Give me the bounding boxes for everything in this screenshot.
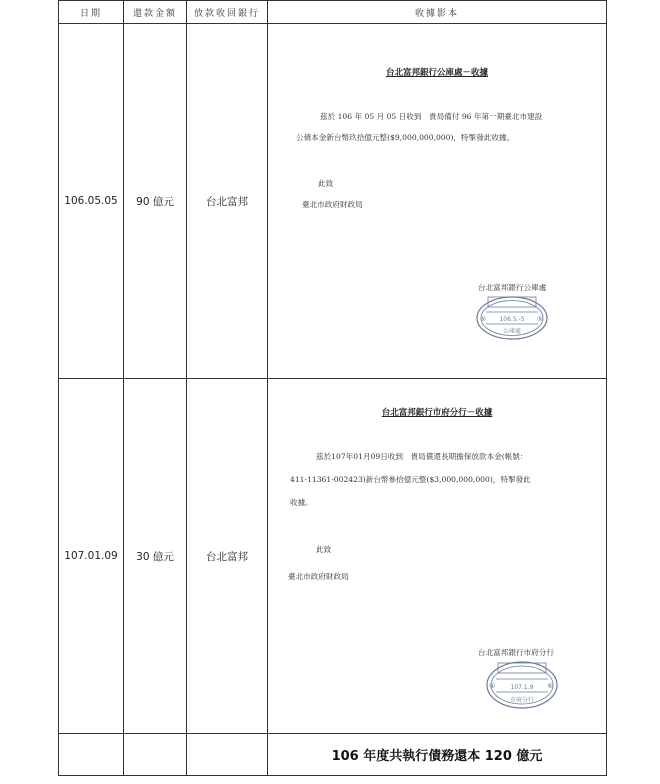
empty-cell bbox=[187, 734, 268, 776]
date-cell: 107.01.09 bbox=[59, 379, 124, 734]
amount-cell: 90 億元 bbox=[124, 24, 187, 379]
receipt-body-line: 茲於 106 年 05 月 05 日收到 貴局備付 96 年第一期臺北市建設 bbox=[320, 112, 543, 121]
receipt-body-line: 411-11361-002423)新台幣參拾億元整($3,000,000,000)，特掣發此 bbox=[290, 475, 531, 484]
receipt-recipient: 臺北市政府財政局 bbox=[288, 572, 349, 581]
repayment-table bbox=[58, 0, 607, 776]
svg-text:公庫處: 公庫處 bbox=[502, 328, 522, 335]
receipt-salutation: 此致 bbox=[316, 545, 332, 554]
total-row bbox=[59, 734, 607, 776]
header-row bbox=[59, 1, 607, 24]
receipt-image bbox=[268, 379, 607, 734]
amount-cell: 30 億元 bbox=[124, 379, 187, 734]
empty-cell bbox=[59, 734, 124, 776]
total-summary: 106 年度共執行債務還本 120 億元 bbox=[268, 734, 607, 776]
table-row bbox=[59, 24, 607, 379]
receipt-image bbox=[268, 24, 607, 379]
receipt-salutation: 此致 bbox=[318, 179, 334, 188]
header-receipt: 收據影本 bbox=[268, 1, 607, 24]
table-row bbox=[59, 379, 607, 734]
receipt-title: 台北富邦銀行公庫處－收據 bbox=[385, 68, 488, 78]
svg-text:⑤: ⑤ bbox=[537, 315, 544, 323]
receipt-body-line: 茲於107年01月09日收到 貴局償還長期擔保放款本金(帳號： bbox=[316, 452, 528, 461]
date-cell: 106.05.05 bbox=[59, 24, 124, 379]
bank-seal-stamp bbox=[474, 294, 550, 342]
svg-text:⑥: ⑥ bbox=[547, 682, 554, 690]
svg-text:④: ④ bbox=[489, 682, 496, 690]
receipt-title: 台北富邦銀行市府分行－收據 bbox=[381, 408, 493, 418]
receipt-body-line: 收據。 bbox=[290, 498, 313, 507]
empty-cell bbox=[124, 734, 187, 776]
svg-text:市府分行: 市府分行 bbox=[509, 697, 535, 704]
bank-seal-stamp bbox=[484, 659, 560, 711]
bank-cell: 台北富邦 bbox=[187, 379, 268, 734]
svg-text:⑤: ⑤ bbox=[480, 315, 487, 323]
receipt-body-line: 公債本金新台幣玖拾億元整($9,000,000,000)，特掣發此收據。 bbox=[296, 133, 515, 142]
header-date: 日期 bbox=[59, 1, 124, 24]
svg-text:107.1.9: 107.1.9 bbox=[510, 684, 534, 691]
receipt-issuer: 台北富邦銀行公庫處 bbox=[478, 283, 547, 292]
header-bank: 放款收回銀行 bbox=[187, 1, 268, 24]
header-amount: 還款金額 bbox=[124, 1, 187, 24]
bank-cell: 台北富邦 bbox=[187, 24, 268, 379]
receipt-issuer: 台北富邦銀行市府分行 bbox=[478, 648, 554, 657]
svg-text:106.5.-5: 106.5.-5 bbox=[499, 316, 525, 323]
receipt-recipient: 臺北市政府財政局 bbox=[302, 200, 363, 209]
